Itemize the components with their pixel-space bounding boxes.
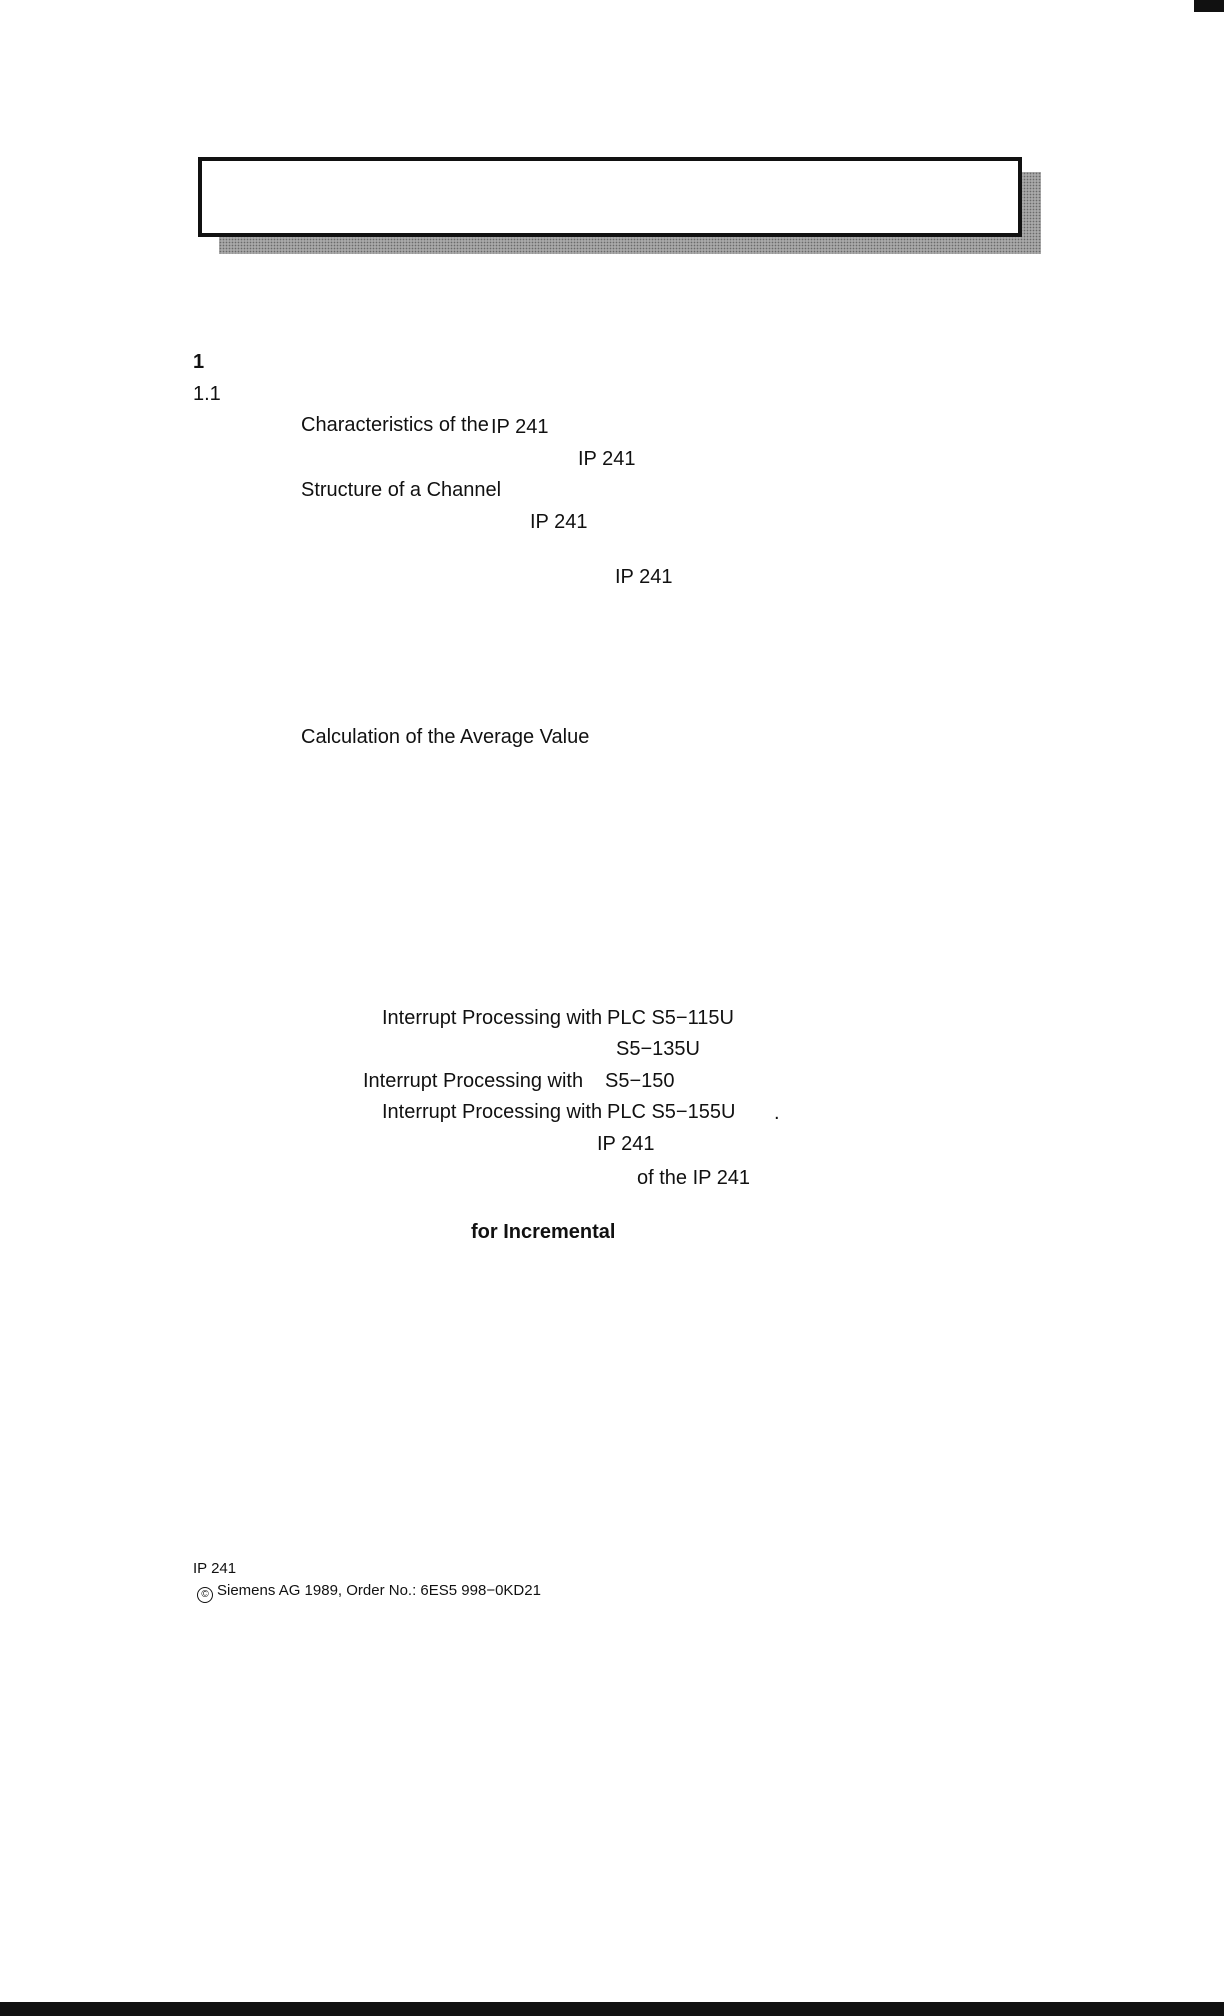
- toc-entry-s5-150: S5−150: [605, 1070, 675, 1092]
- toc-entry-characteristics: Characteristics of the: [301, 414, 489, 436]
- footer-copyright: [197, 1582, 541, 1603]
- toc-entry-of-the-ip241: of the IP 241: [637, 1167, 751, 1189]
- copyright-icon: ©: [197, 1587, 213, 1603]
- toc-entry-plc-s5-115u: PLC S5−115U: [607, 1007, 734, 1029]
- title-box: [198, 157, 1022, 237]
- toc-entry-ip241: IP 241: [530, 511, 588, 533]
- corner-crop-mark: [1194, 0, 1224, 12]
- toc-entry-ip241: IP 241: [615, 566, 673, 588]
- footer-copyright-text: Siemens AG 1989, Order No.: 6ES5 998−0KD21: [217, 1582, 541, 1599]
- toc-entry-interrupt-processing: Interrupt Processing with: [382, 1007, 603, 1029]
- toc-entry-ip241: IP 241: [597, 1133, 655, 1155]
- toc-entry-interrupt-processing: Interrupt Processing with: [363, 1070, 584, 1092]
- toc-entry-s5-135u: S5−135U: [616, 1038, 700, 1060]
- toc-entry-structure-of-channel: Structure of a Channel: [301, 479, 502, 501]
- toc-entry-plc-s5-155u: PLC S5−155U: [607, 1101, 736, 1123]
- chapter-number: 1: [193, 351, 205, 373]
- bottom-scan-border: [0, 2002, 1224, 2016]
- toc-entry-average-value: Calculation of the Average Value: [301, 726, 590, 748]
- toc-entry-dot: .: [774, 1102, 780, 1124]
- toc-entry-for-incremental: for Incremental: [471, 1221, 616, 1243]
- toc-entry-interrupt-processing: Interrupt Processing with: [382, 1101, 603, 1123]
- toc-entry-ip241: IP 241: [491, 416, 549, 438]
- toc-entry-ip241: IP 241: [578, 448, 636, 470]
- footer-module: IP 241: [193, 1560, 237, 1577]
- section-number: 1.1: [193, 383, 221, 405]
